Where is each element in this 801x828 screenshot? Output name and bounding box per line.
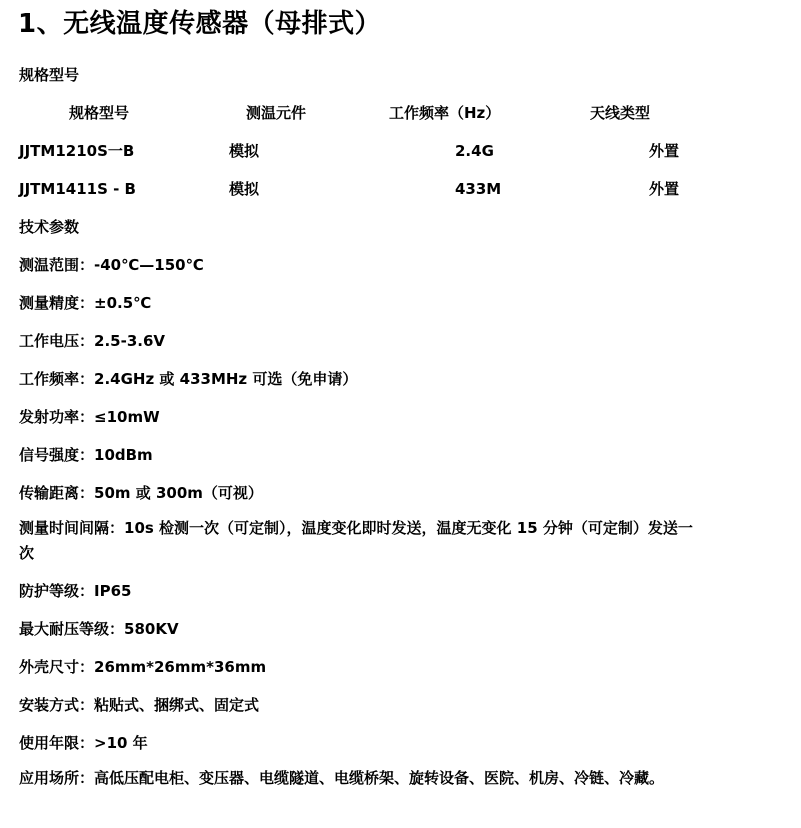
table-cell-sensor: 模拟: [229, 180, 260, 198]
param-label: 最大耐压等级：: [19, 620, 125, 638]
section-heading-params: 技术参数: [19, 218, 80, 236]
param-value: -40℃—150℃: [94, 256, 204, 274]
param-label: 防护等级：: [19, 582, 95, 600]
param-value: 50m 或 300m（可视）: [94, 484, 263, 502]
param-transmit-power: [19, 407, 160, 427]
param-label: 工作电压：: [19, 332, 95, 350]
table-cell-frequency: 433M: [455, 180, 502, 198]
param-application-sites: [19, 766, 699, 791]
param-max-withstand-voltage: [19, 619, 179, 639]
table-cell-model: JJTM1210S一B: [19, 142, 135, 160]
param-value: >10 年: [94, 734, 148, 752]
param-value: ±0.5℃: [94, 294, 152, 312]
param-accuracy: [19, 293, 151, 313]
param-value: 10s 检测一次（可定制），温度变化即时发送，温度无变化 15 分钟（可定制）发送一次: [19, 519, 693, 562]
param-value: IP65: [94, 582, 132, 600]
param-label: 应用场所：: [19, 769, 95, 787]
param-label: 使用年限：: [19, 734, 95, 752]
page-title: 1、无线温度传感器（母排式）: [18, 9, 382, 39]
param-label: 测量精度：: [19, 294, 95, 312]
table-cell-model: JJTM1411S - B: [19, 180, 136, 198]
table-header-frequency: 工作频率（Hz）: [389, 104, 501, 122]
param-signal-strength: [19, 445, 153, 465]
param-measurement-interval: [19, 516, 699, 566]
param-label: 传输距离：: [19, 484, 95, 502]
param-measuring-range: [19, 255, 204, 275]
param-label: 发射功率：: [19, 408, 95, 426]
param-value: 粘贴式、捆绑式、固定式: [94, 696, 260, 714]
section-heading-model: 规格型号: [19, 66, 80, 84]
param-value: 580KV: [124, 620, 179, 638]
table-header-sensor: 测温元件: [246, 104, 307, 122]
param-value: 高低压配电柜、变压器、电缆隧道、电缆桥架、旋转设备、医院、机房、冷链、冷藏。: [94, 769, 665, 787]
param-housing-size: [19, 657, 266, 677]
param-service-life: [19, 733, 148, 753]
table-cell-sensor: 模拟: [229, 142, 260, 160]
table-cell-antenna: 外置: [649, 142, 680, 160]
param-transmission-distance: [19, 483, 263, 503]
param-value: 26mm*26mm*36mm: [94, 658, 267, 676]
param-voltage: [19, 331, 165, 351]
param-label: 测温范围：: [19, 256, 95, 274]
param-value: 2.4GHz 或 433MHz 可选（免申请）: [94, 370, 358, 388]
table-cell-frequency: 2.4G: [455, 142, 494, 160]
param-installation-method: [19, 695, 259, 715]
table-header-antenna: 天线类型: [590, 104, 651, 122]
param-label: 信号强度：: [19, 446, 95, 464]
param-label: 安装方式：: [19, 696, 95, 714]
param-label: 工作频率：: [19, 370, 95, 388]
param-value: 2.5-3.6V: [94, 332, 165, 350]
param-value: ≤10mW: [94, 408, 160, 426]
param-label: 外壳尺寸：: [19, 658, 95, 676]
table-header-model: 规格型号: [69, 104, 130, 122]
param-label: 测量时间间隔：: [19, 519, 125, 537]
param-frequency: [19, 369, 357, 389]
param-protection-level: [19, 581, 131, 601]
table-cell-antenna: 外置: [649, 180, 680, 198]
param-value: 10dBm: [94, 446, 153, 464]
